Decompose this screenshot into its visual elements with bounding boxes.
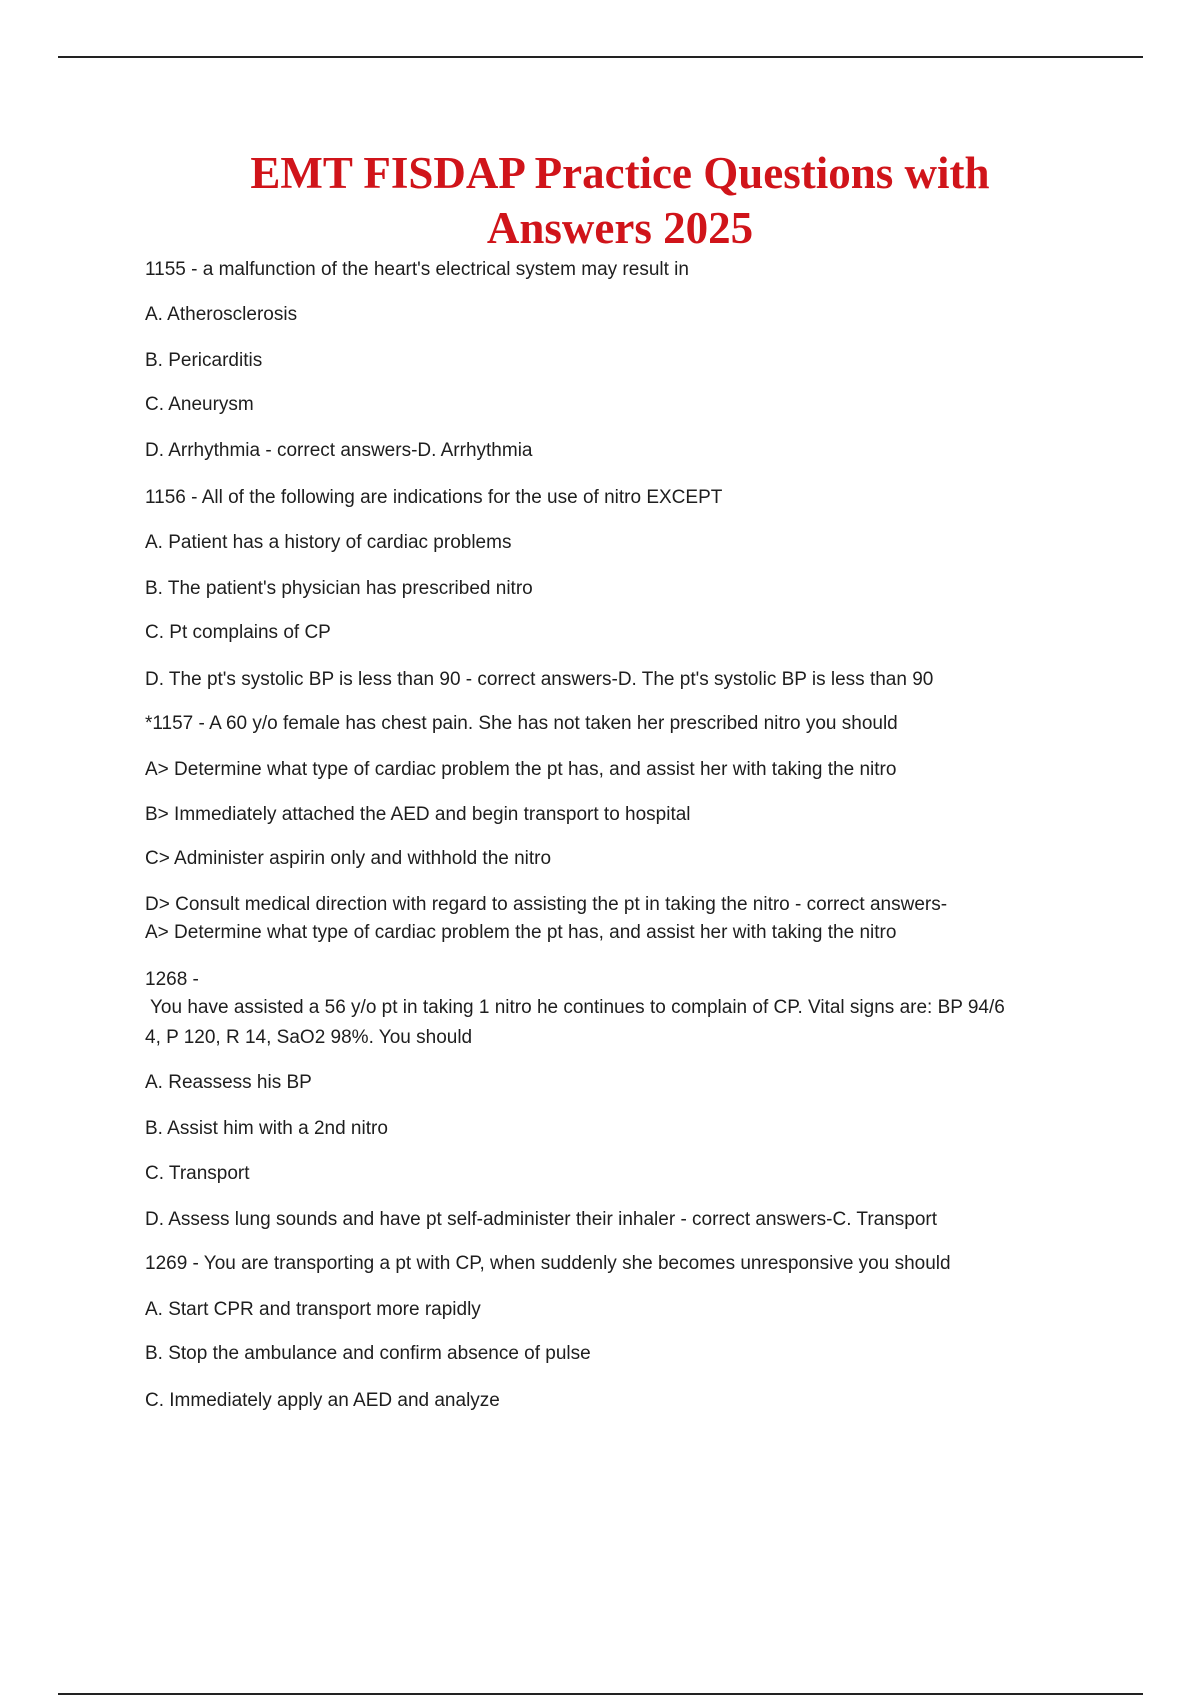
question-1156: 1156 - All of the following are indications for the use of nitro EXCEPT: [145, 487, 723, 508]
question-1268-number: 1268 -: [145, 969, 199, 990]
option-c: C. Aneurysm: [145, 394, 254, 415]
option-d-answer: D. Assess lung sounds and have pt self-administer their inhaler - correct answers-C. Transport: [145, 1209, 938, 1230]
option-c: C> Administer aspirin only and withhold the nitro: [145, 848, 552, 869]
option-a: A. Patient has a history of cardiac problems: [145, 532, 512, 553]
option-d-answer: D. Arrhythmia - correct answers-D. Arrhythmia: [145, 440, 533, 461]
option-c: C. Immediately apply an AED and analyze: [145, 1390, 500, 1411]
option-b: B> Immediately attached the AED and begin transport to hospital: [145, 804, 691, 825]
top-rule: [58, 56, 1143, 58]
question-1157: *1157 - A 60 y/o female has chest pain. She has not taken her prescribed nitro you should: [145, 713, 898, 734]
question-1155: 1155 - a malfunction of the heart's electrical system may result in: [145, 259, 689, 280]
option-a: A. Reassess his BP: [145, 1072, 312, 1093]
answer-continuation: A> Determine what type of cardiac problem the pt has, and assist her with taking the nitro: [145, 922, 897, 943]
option-b: B. Assist him with a 2nd nitro: [145, 1118, 388, 1139]
option-c: C. Transport: [145, 1163, 250, 1184]
option-b: B. Pericarditis: [145, 350, 263, 371]
bottom-rule: [58, 1693, 1143, 1695]
document-title: [140, 146, 1100, 256]
option-b: B. Stop the ambulance and confirm absence of pulse: [145, 1343, 591, 1364]
title-line-1: EMT FISDAP Practice Questions with: [250, 148, 990, 198]
question-1269: 1269 - You are transporting a pt with CP, when suddenly she becomes unresponsive you should: [145, 1253, 951, 1274]
question-1268-text: You have assisted a 56 y/o pt in taking 1 nitro he continues to complain of CP. Vital signs are: BP 94/6: [150, 997, 1005, 1018]
option-a: A. Start CPR and transport more rapidly: [145, 1299, 481, 1320]
option-b: B. The patient's physician has prescribed nitro: [145, 578, 533, 599]
option-d-answer: D> Consult medical direction with regard to assisting the pt in taking the nitro - correct answers-: [145, 894, 948, 915]
question-1268-text-continued: 4, P 120, R 14, SaO2 98%. You should: [145, 1027, 473, 1048]
option-a: A. Atherosclerosis: [145, 304, 298, 325]
option-c: C. Pt complains of CP: [145, 622, 331, 643]
title-line-2: Answers 2025: [486, 203, 754, 253]
option-a: A> Determine what type of cardiac problem the pt has, and assist her with taking the nitro: [145, 759, 897, 780]
option-d-answer: D. The pt's systolic BP is less than 90 - correct answers-D. The pt's systolic BP is less than 90: [145, 669, 934, 690]
